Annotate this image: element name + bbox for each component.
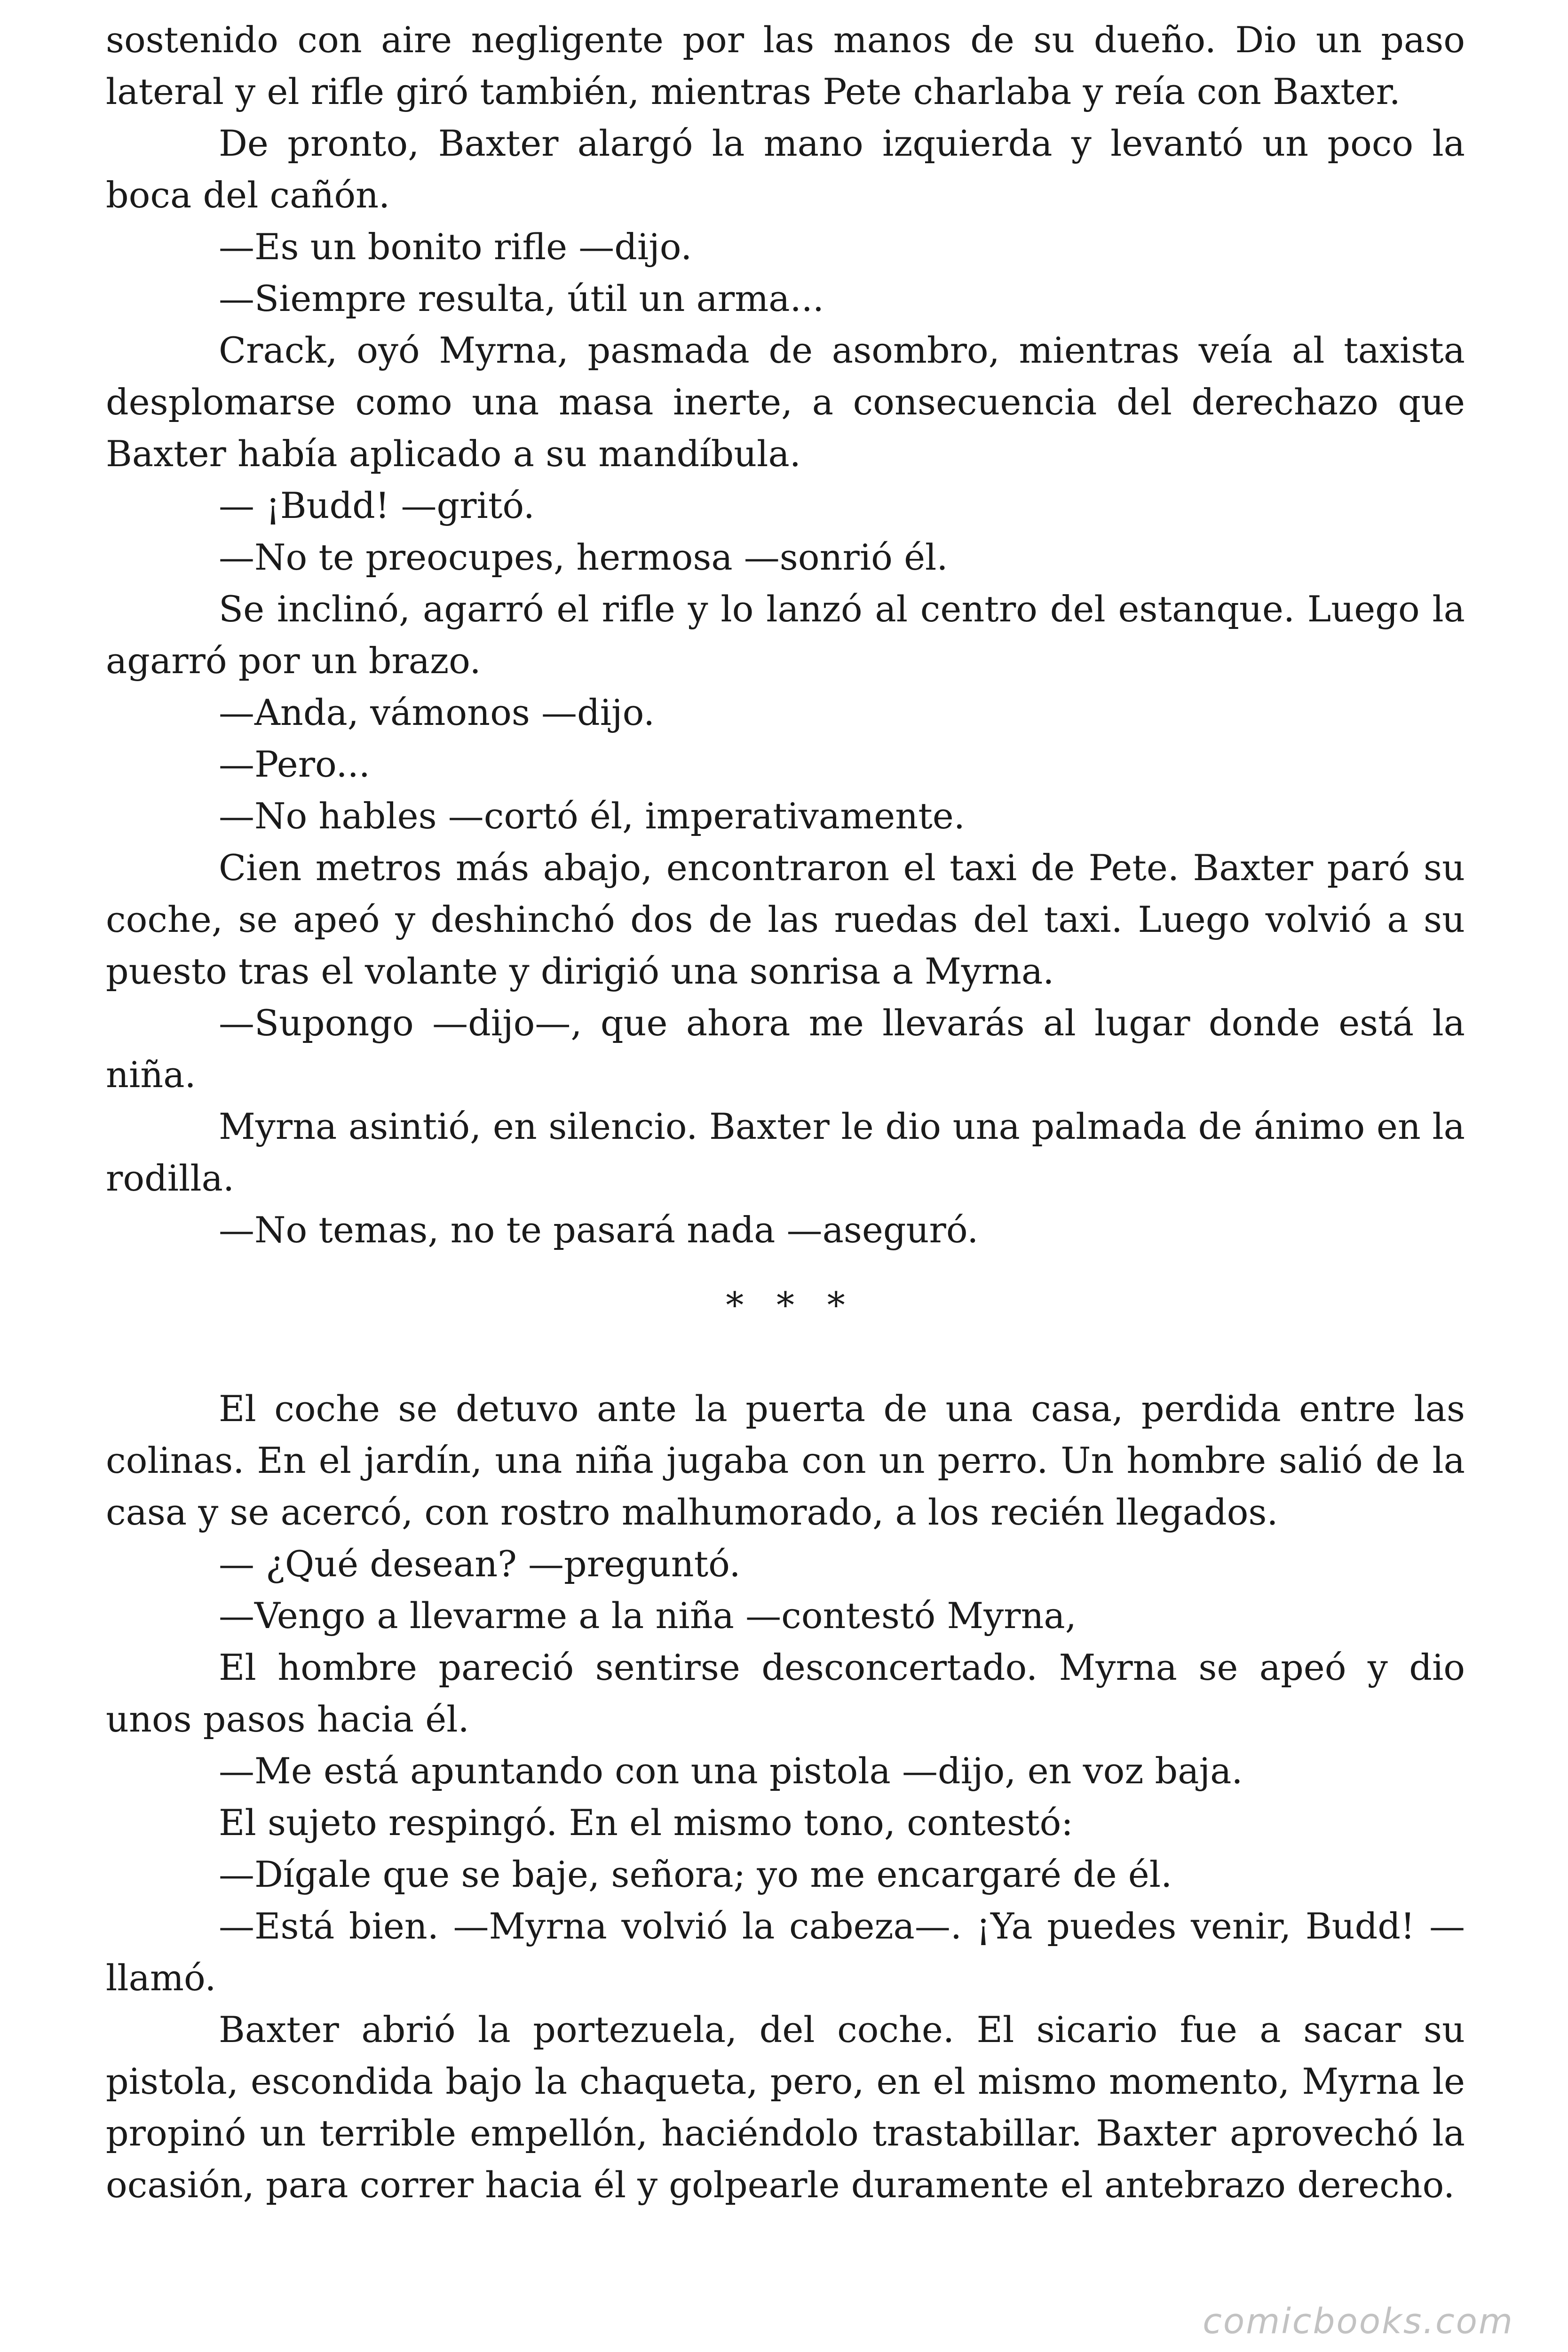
paragraph: Cien metros más abajo, encontraron el taxi de Pete. Baxter paró su coche, se apeó y deshinchó dos de las ruedas del taxi. Luego volvió a su puesto tras el volante y dirigió una sonrisa a Myrna. [106, 847, 1465, 992]
paragraph: —Supongo —dijo—, que ahora me llevarás al lugar donde está la niña. [106, 1002, 1465, 1096]
watermark: comicbooks.com [1203, 2301, 1514, 2342]
paragraph: —Me está apuntando con una pistola —dijo, en voz baja. [219, 1750, 1243, 1792]
paragraph: —Dígale que se baje, señora; yo me encargaré de él. [219, 1853, 1172, 1895]
paragraph: — ¡Budd! —gritó. [219, 485, 535, 526]
paragraph: Crack, oyó Myrna, pasmada de asombro, mientras veía al taxista desplomarse como una masa inerte, a consecuencia del derechazo que Baxter había aplicado a su mandíbula. [106, 329, 1465, 475]
paragraph: —Vengo a llevarme a la niña —contestó Myrna, [219, 1595, 1077, 1637]
paragraph: —No hables —cortó él, imperativamente. [219, 795, 965, 837]
paragraph: Se inclinó, agarró el rifle y lo lanzó al centro del estanque. Luego la agarró por un brazo. [106, 588, 1465, 682]
paragraph: — ¿Qué desean? —preguntó. [219, 1543, 741, 1585]
section-after [106, 1383, 1465, 2211]
paragraph: —Anda, vámonos —dijo. [219, 691, 655, 733]
paragraph: Baxter abrió la portezuela, del coche. El sicario fue a sacar su pistola, escondida bajo la chaqueta, pero, en el mismo momento, Myrna le propinó un terrible empellón, haciéndolo trastabillar. Baxter aprovechó la ocasión, para correr hacia él y golpearle duramente el antebrazo derecho. [106, 2009, 1465, 2206]
paragraph: —No te preocupes, hermosa —sonrió él. [219, 536, 948, 578]
paragraph: —Es un bonito rifle —dijo. [219, 226, 692, 268]
section-before [106, 14, 1465, 1256]
paragraph: —Está bien. —Myrna volvió la cabeza—. ¡Ya puedes venir, Budd! —llamó. [106, 1905, 1465, 1999]
paragraph: El coche se detuvo ante la puerta de una casa, perdida entre las colinas. En el jardín, una niña jugaba con un perro. Un hombre salió de la casa y se acercó, con rostro malhumorado, a los recién llegados. [106, 1388, 1465, 1533]
paragraph: —Siempre resulta, útil un arma... [219, 278, 824, 319]
paragraph: El sujeto respingó. En el mismo tono, contestó: [219, 1802, 1073, 1843]
paragraph: De pronto, Baxter alargó la mano izquierda y levantó un poco la boca del cañón. [106, 122, 1465, 216]
paragraph: —Pero... [219, 743, 370, 785]
paragraph: Myrna asintió, en silencio. Baxter le dio una palmada de ánimo en la rodilla. [106, 1105, 1465, 1199]
book-page [106, 14, 1465, 2211]
paragraph: El hombre pareció sentirse desconcertado. Myrna se apeó y dio unos pasos hacia él. [106, 1646, 1465, 1740]
paragraph: —No temas, no te pasará nada —aseguró. [219, 1209, 979, 1251]
paragraph: sostenido con aire negligente por las manos de su dueño. Dio un paso lateral y el rifle giró también, mientras Pete charlaba y reía con Baxter. [106, 19, 1465, 112]
scene-break: * * * [726, 1284, 856, 1326]
